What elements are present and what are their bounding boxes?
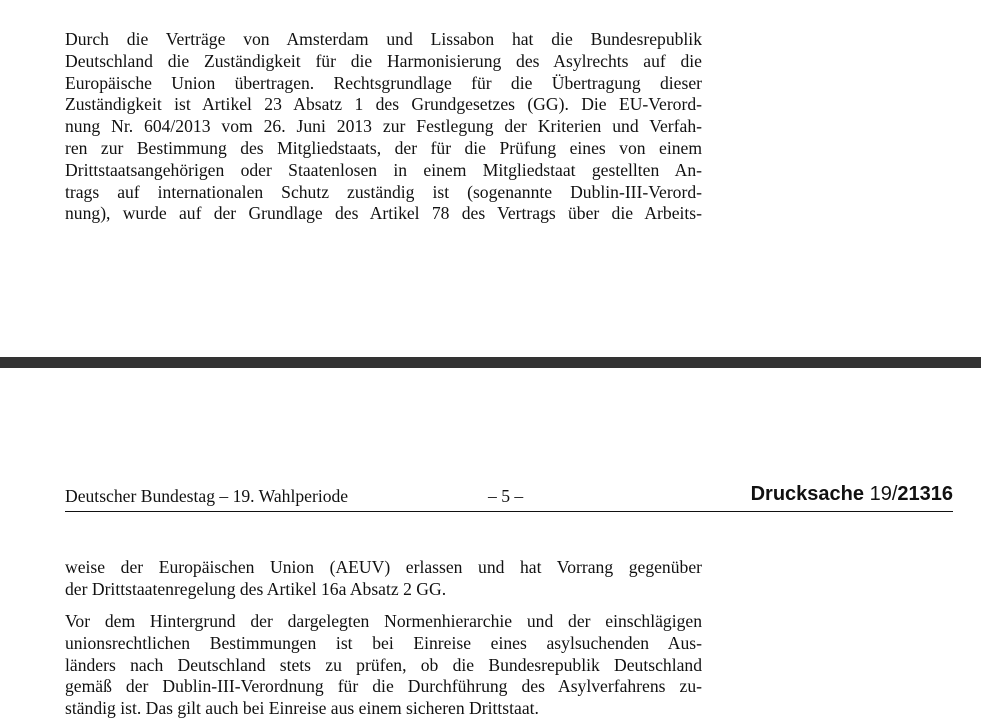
paragraph-line: gemäß der Dublin-III-Verordnung für die Durchführung des Asylverfahrens zu- [65,676,702,697]
paragraph-line: länders nach Deutschland stets zu prüfen, ob die Bundesrepublik Deutschland [65,654,702,675]
document-id-label: Drucksache [750,483,865,505]
paragraph-line: Drittstaatsangehörigen oder Staatenlosen in einem Mitgliedstaat gestellten An- [65,159,702,180]
paragraph-line: Deutschland die Zuständigkeit für die Harmonisierung des Asylrechts auf die [65,50,702,71]
paragraph-line: der Drittstaatenregelung des Artikel 16a Absatz 2 GG. [65,578,447,599]
paragraph-line: nung Nr. 604/2013 vom 26. Juni 2013 zur Festlegung der Kriterien und Verfah- [65,116,702,137]
paragraph-line: weise der Europäischen Union (AEUV) erlassen und hat Vorrang gegenüber [65,557,702,577]
bottom-paragraph-2 [65,611,702,720]
paragraph-line: nung), wurde auf der Grundlage des Artikel 78 des Vertrags über die Arbeits- [65,203,702,224]
top-paragraph [65,29,702,225]
document-id-number: 21316 [897,483,953,505]
page-separator [0,357,981,368]
paragraph-line: Durch die Verträge von Amsterdam und Lissabon hat die Bundesrepublik [65,29,702,49]
document-id [751,483,953,506]
paragraph-line: Zuständigkeit ist Artikel 23 Absatz 1 des Grundgesetzes (GG). Die EU-Verord- [65,94,702,115]
running-header [65,483,953,512]
paragraph-line: ständig ist. Das gilt auch bei Einreise aus einem sicheren Drittstaat. [65,698,539,719]
paragraph-line: Europäische Union übertragen. Rechtsgrundlage für die Übertragung dieser [65,72,702,93]
paragraph-line: Vor dem Hintergrund der dargelegten Normenhierarchie und der einschlägigen [65,611,702,631]
header-publisher: Deutscher Bundestag – 19. Wahlperiode [65,486,349,506]
paragraph-line: trags auf internationalen Schutz zuständig ist (sogenannte Dublin-III-Verord- [65,181,702,202]
paragraph-line: unionsrechtlichen Bestimmungen ist bei Einreise eines asylsuchenden Aus- [65,632,702,653]
bottom-paragraph-1 [65,557,702,601]
page-number: – 5 – [488,486,524,506]
document-id-period: 19/ [864,483,898,505]
paragraph-line: ren zur Bestimmung des Mitgliedstaats, der für die Prüfung eines von einem [65,137,702,158]
